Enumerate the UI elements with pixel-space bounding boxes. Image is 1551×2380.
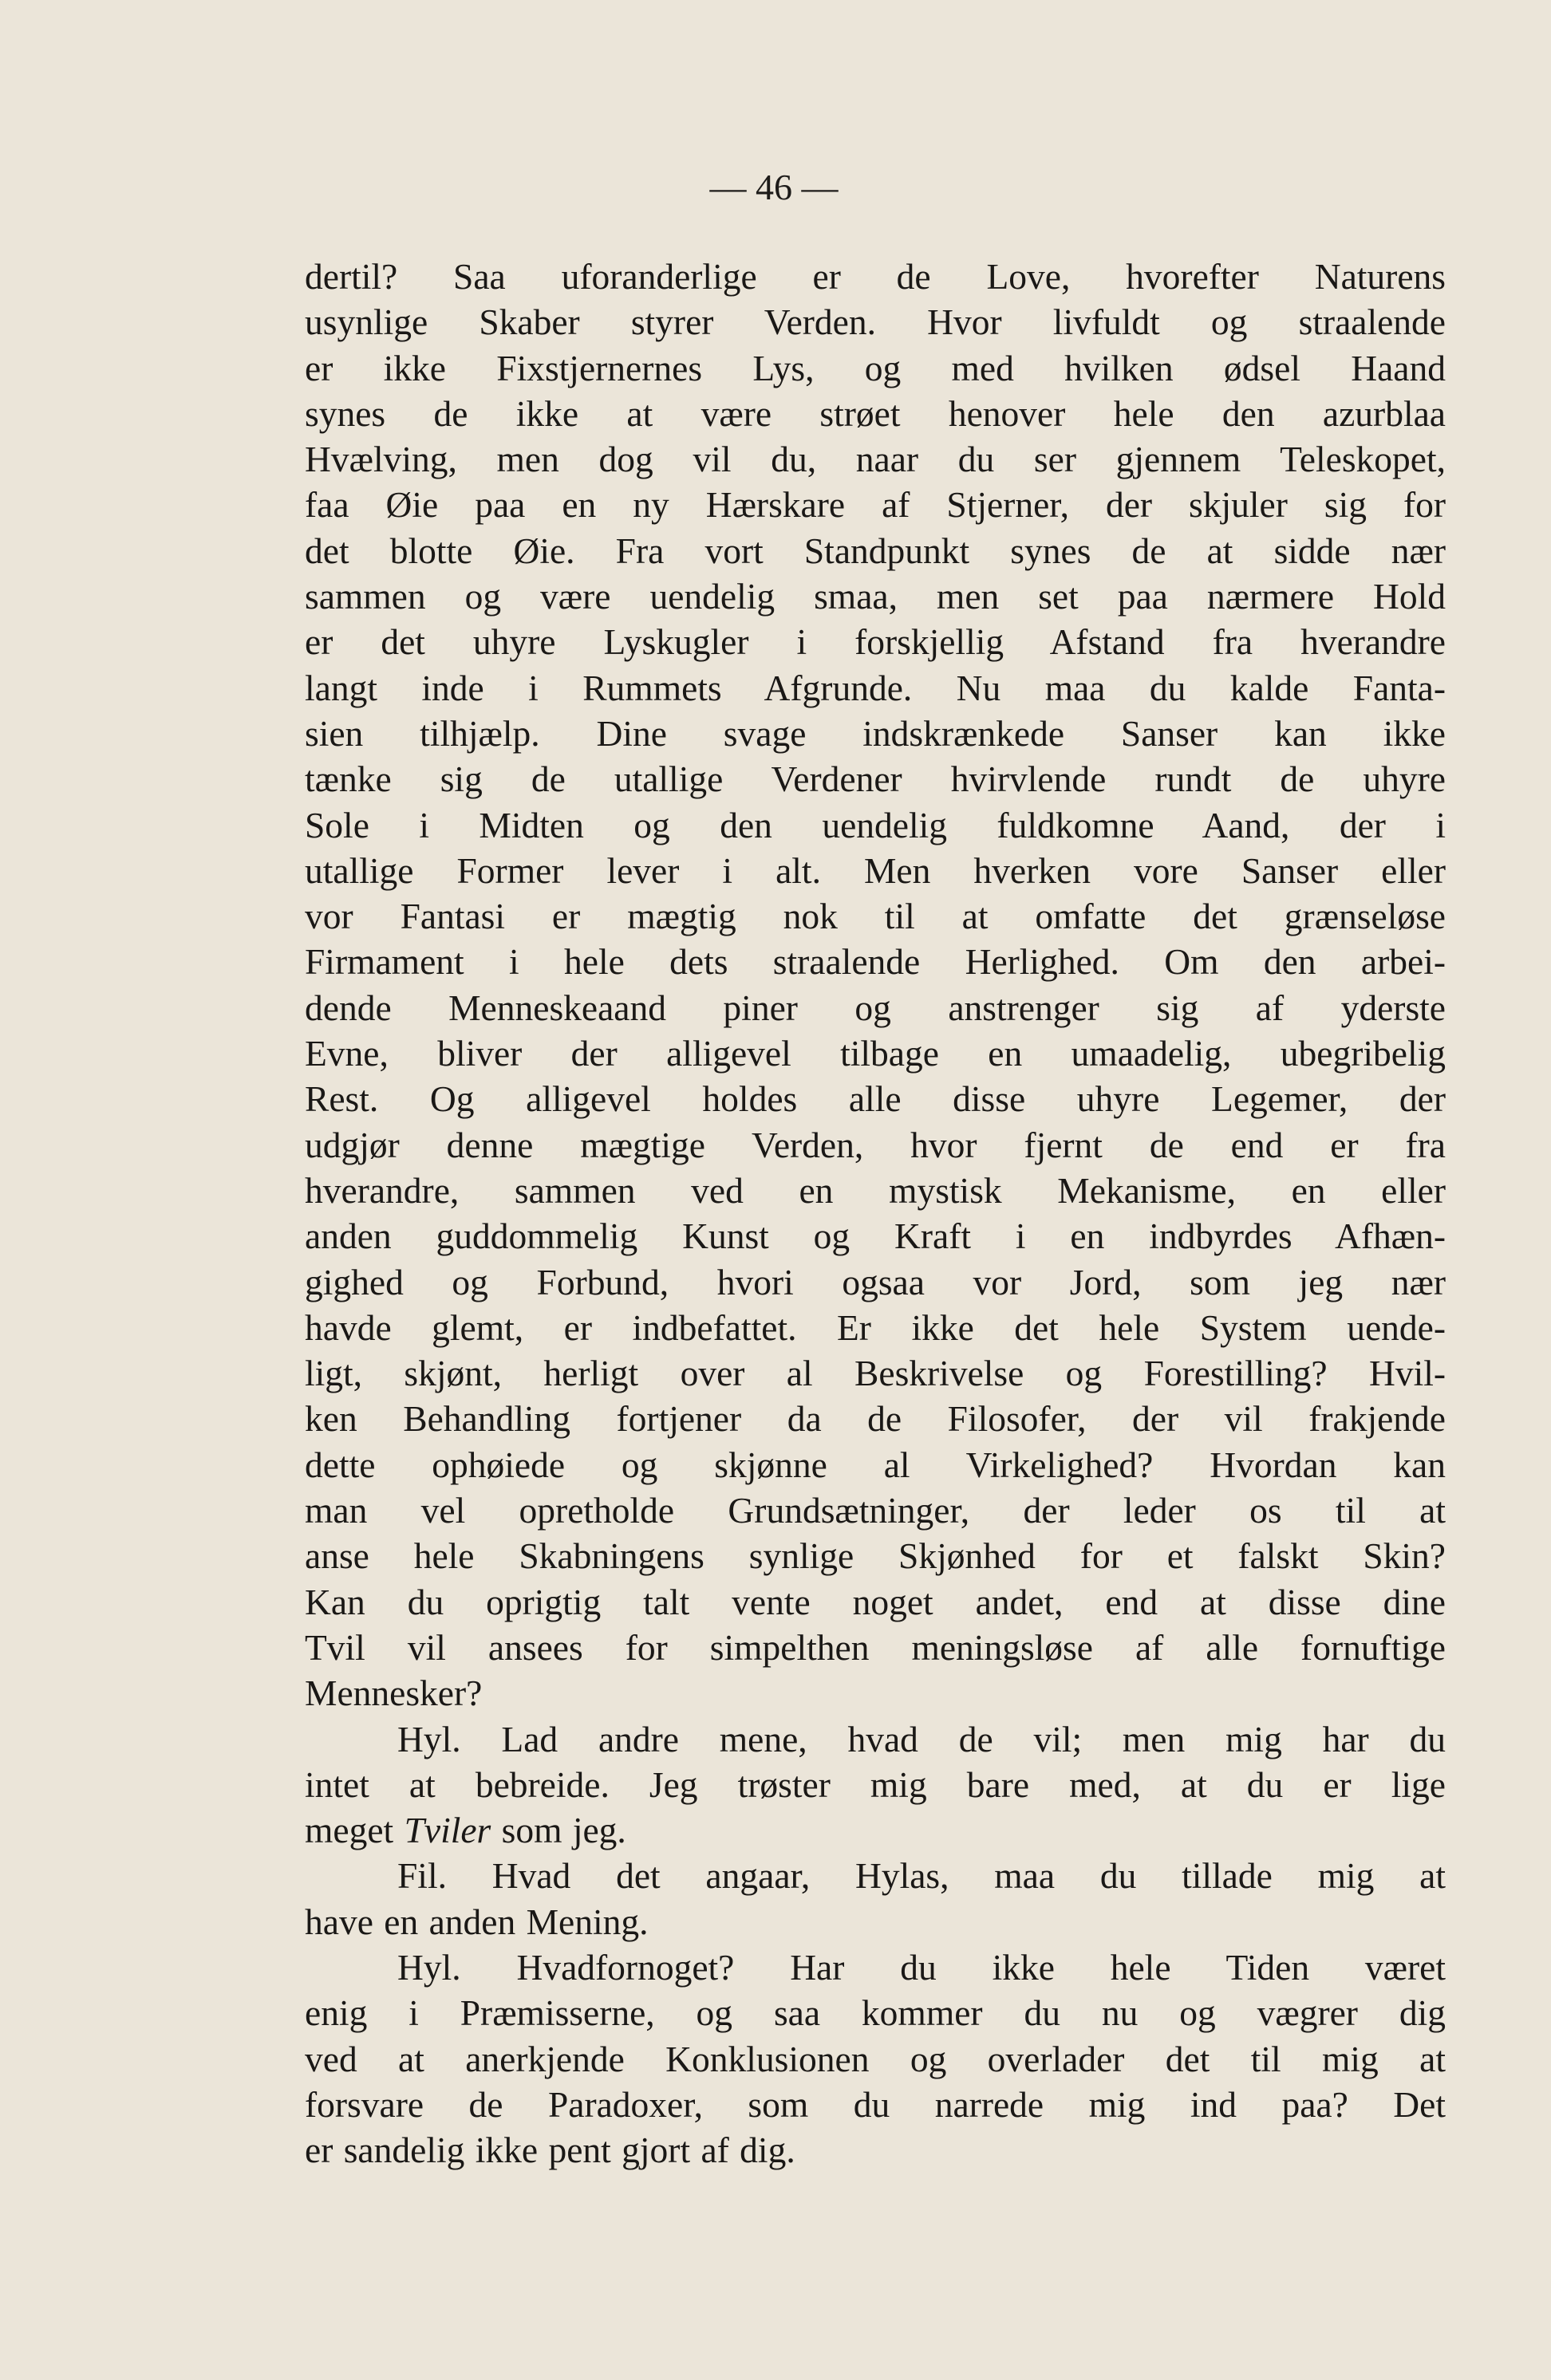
text-line: intet at bebreide. Jeg trøster mig bare med, at du er lige — [305, 1763, 1446, 1805]
text-line: det blotte Øie. Fra vort Standpunkt synes de at sidde nær — [305, 530, 1446, 571]
text-line: er sandelig ikke pent gjort af dig. — [305, 2130, 795, 2171]
text-line: have en anden Mening. — [305, 1901, 649, 1942]
text-line: synes de ikke at være strøet henover hele den azurblaa — [305, 392, 1446, 434]
text-line: Sole i Midten og den uendelig fuldkomne Aand, der i — [305, 804, 1446, 845]
text-line: er ikke Fixstjernernes Lys, og med hvilken ødsel Haand — [305, 347, 1446, 388]
text-line: er det uhyre Lyskugler i forskjellig Afstand fra hverandre — [305, 621, 1446, 663]
text-line: dende Menneskeaand piner og anstrenger sig af yderste — [305, 987, 1446, 1028]
text-line: Fil. Hvad det angaar, Hylas, maa du tillade mig at — [397, 1855, 1446, 1897]
body-text — [305, 254, 1446, 2173]
text-line: man vel opretholde Grundsætninger, der leder os til at — [305, 1490, 1446, 1531]
text-line: ken Behandling fortjener da de Filosofer, der vil frakjende — [305, 1398, 1446, 1440]
text-line: dertil? Saa uforanderlige er de Love, hvorefter Naturens — [305, 256, 1446, 297]
text-line: Hvælving, men dog vil du, naar du ser gjennem Teleskopet, — [305, 439, 1446, 480]
text-line: Kan du oprigtig talt vente noget andet, end at disse dine — [305, 1581, 1446, 1622]
text-line: faa Øie paa en ny Hærskare af Stjerner, der skjuler sig for — [305, 484, 1446, 526]
text-line: gighed og Forbund, hvori ogsaa vor Jord, som jeg nær — [305, 1261, 1446, 1302]
page-number: — 46 — — [709, 167, 839, 207]
text-line: Rest. Og alligevel holdes alle disse uhyre Legemer, der — [305, 1078, 1446, 1120]
text-line: havde glemt, er indbefattet. Er ikke det hele System uende- — [305, 1306, 1446, 1348]
text-line: Mennesker? — [305, 1673, 483, 1714]
text-line: ligt, skjønt, herligt over al Beskrivelse og Forestilling? Hvil- — [305, 1353, 1446, 1394]
text-line: udgjør denne mægtige Verden, hvor fjernt de end er fra — [305, 1124, 1446, 1165]
text-line: sammen og være uendelig smaa, men set paa nærmere Hold — [305, 576, 1446, 617]
text-line: Hyl. Hvadfornoget? Har du ikke hele Tiden været — [397, 1946, 1446, 1988]
text-line: hverandre, sammen ved en mystisk Mekanisme, en eller — [305, 1169, 1446, 1211]
text-line: anse hele Skabningens synlige Skjønhed for et falskt Skin? — [305, 1535, 1446, 1577]
text-line: forsvare de Paradoxer, som du narrede mig ind paa? Det — [305, 2083, 1446, 2125]
text-line: ved at anerkjende Konklusionen og overlader det til mig at — [305, 2038, 1446, 2079]
text-line: langt inde i Rummets Afgrunde. Nu maa du kalde Fanta- — [305, 667, 1446, 708]
text-line: Firmament i hele dets straalende Herlighed. Om den arbei- — [305, 941, 1446, 983]
text-line: Tvil vil ansees for simpelthen meningsløse af alle fornuftige — [305, 1626, 1446, 1668]
text-line: usynlige Skaber styrer Verden. Hvor livfuldt og straalende — [305, 301, 1446, 343]
text-line: utallige Former lever i alt. Men hverken vore Sanser eller — [305, 849, 1446, 891]
text-line: enig i Præmisserne, og saa kommer du nu og vægrer dig — [305, 1992, 1446, 2034]
text-line: anden guddommelig Kunst og Kraft i en indbyrdes Afhæn- — [305, 1216, 1446, 1257]
text-line: meget Tviler som jeg. — [305, 1810, 626, 1851]
text-line: Evne, bliver der alligevel tilbage en umaadelig, ubegribelig — [305, 1033, 1446, 1074]
text-line: sien tilhjælp. Dine svage indskrænkede Sanser kan ikke — [305, 712, 1446, 754]
text-line: vor Fantasi er mægtig nok til at omfatte det grænseløse — [305, 896, 1446, 937]
text-line: tænke sig de utallige Verdener hvirvlende rundt de uhyre — [305, 759, 1446, 800]
text-line: Hyl. Lad andre mene, hvad de vil; men mig har du — [397, 1718, 1446, 1759]
text-line: dette ophøiede og skjønne al Virkelighed? Hvordan kan — [305, 1444, 1446, 1485]
